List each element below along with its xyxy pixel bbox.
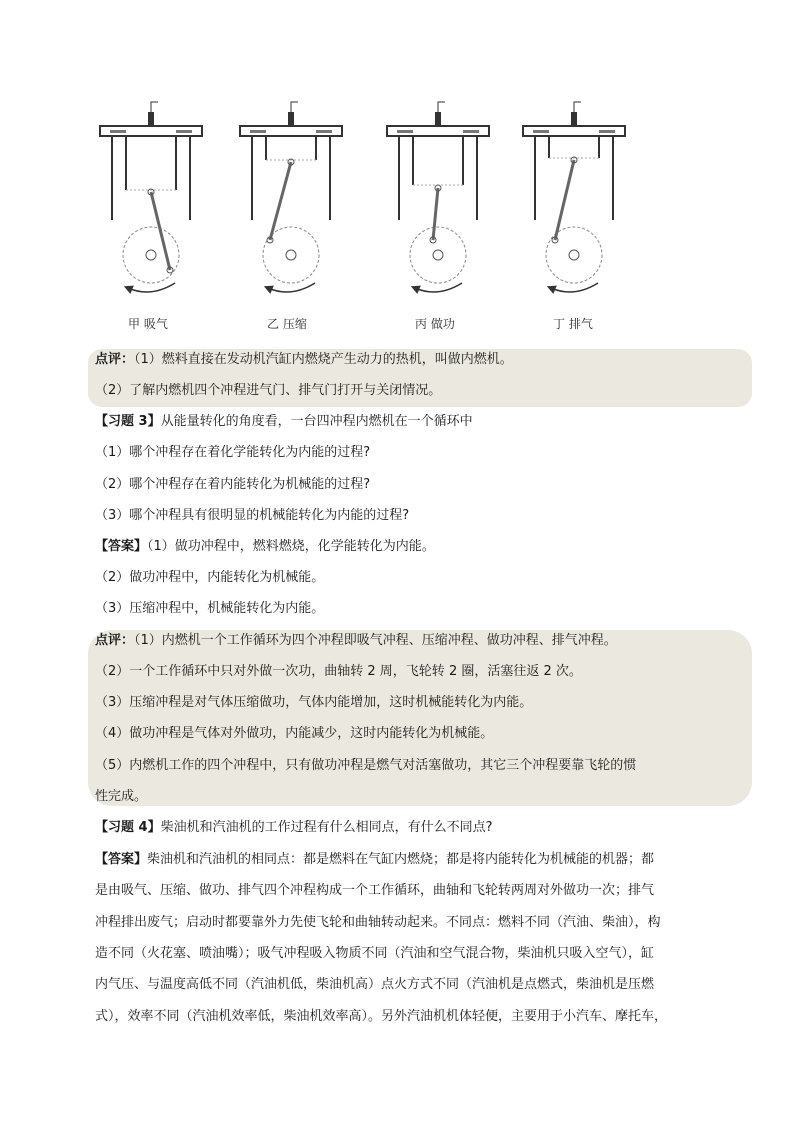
a3-line-2: （2）做功冲程中，内能转化为机械能。 [95, 570, 325, 585]
review2-line-3: （3）压缩冲程是对气体压缩做功，气体内能增加，这时机械能转化为内能。 [95, 695, 533, 710]
label-jia: 甲 吸气 [128, 317, 168, 331]
engine-yi-compression [240, 102, 342, 292]
q3-text: 从能量转化的角度看，一台四冲程内燃机在一个循环中 [160, 414, 473, 429]
a4-line-1 [95, 851, 654, 869]
q3-sub-3: （3）哪个冲程具有很明显的机械能转化为内能的过程? [95, 508, 410, 523]
engine-jia-intake [100, 102, 202, 292]
review2-line-1 [95, 632, 617, 650]
review2-line-6: 性完成。 [95, 789, 148, 804]
q4-title [95, 819, 492, 837]
review2-text-1: （1）内燃机一个工作循环为四个冲程即吸气冲程、压缩冲程、做功冲程、排气冲程。 [134, 633, 617, 648]
q3-sub-1: （1）哪个冲程存在着化学能转化为内能的过程? [95, 445, 371, 460]
a4-line-4: 造不同（火花塞、喷油嘴）；吸气冲程吸入物质不同（汽油和空气混合物，柴油机只吸入空气），缸 [95, 946, 655, 961]
review-box-2 [88, 630, 752, 806]
q3-sub-2: （2）哪个冲程存在着内能转化为机械能的过程? [95, 477, 371, 492]
label-yi: 乙 压缩 [267, 317, 307, 331]
a4-text-1: 柴油机和汽油机的相同点：都是燃料在气缸内燃烧；都是将内能转化为机械能的机器；都 [147, 852, 655, 867]
a4-line-2: 是由吸气、压缩、做功、排气四个冲程构成一个工作循环，曲轴和飞轮转两周对外做功一次；排气 [95, 883, 655, 898]
review2-prefix: 点评： [95, 633, 135, 648]
q4-tag: 【习题 4】 [95, 820, 161, 835]
a4-line-3: 冲程排出废气；启动时都要靠外力先使飞轮和曲轴转动起来。不同点：燃料不同（汽油、柴油），构 [95, 915, 661, 930]
a4-tag: 【答案】 [95, 852, 148, 867]
label-ding: 丁 排气 [553, 317, 593, 331]
review1-line-1 [95, 351, 513, 369]
q3-tag: 【习题 3】 [95, 414, 161, 429]
a3-line-1 [95, 538, 435, 556]
q4-text: 柴油机和汽油机的工作过程有什么相同点，有什么不同点? [160, 820, 493, 835]
a3-tag: 【答案】 [95, 539, 148, 554]
review1-prefix: 点评： [95, 352, 135, 367]
label-bing: 丙 做功 [415, 317, 455, 331]
engine-strokes-diagram [95, 100, 635, 340]
review1-line-2: （2）了解内燃机四个冲程进气门、排气门打开与关闭情况。 [95, 383, 442, 398]
engine-strokes-figure [95, 100, 635, 340]
review2-line-5: （5）内燃机工作的四个冲程中，只有做功冲程是燃气对活塞做功，其它三个冲程要靠飞轮的惯 [95, 758, 637, 773]
a3-line-3: （3）压缩冲程中，机械能转化为内能。 [95, 601, 325, 616]
engine-ding-exhaust [523, 102, 625, 292]
review1-text-1: （1）燃料直接在发动机汽缸内燃烧产生动力的热机，叫做内燃机。 [134, 352, 513, 367]
review2-line-2: （2）一个工作循环中只对外做一次功，曲轴转 2 周，飞轮转 2 圈，活塞往返 2 次。 [95, 664, 582, 679]
a4-line-5: 内气压、与温度高低不同（汽油机低，柴油机高）点火方式不同（汽油机是点燃式，柴油机是压燃 [95, 977, 655, 992]
a3-text-1: （1）做功冲程中，燃料燃烧，化学能转化为内能。 [147, 539, 435, 554]
engine-bing-power [387, 102, 489, 292]
q3-title [95, 413, 473, 431]
review2-line-4: （4）做功冲程是气体对外做功，内能减少，这时内能转化为机械能。 [95, 726, 494, 741]
a4-line-6: 式），效率不同（汽油机效率低，柴油机效率高）。另外汽油机机体轻便，主要用于小汽车、摩托车， [95, 1009, 668, 1024]
